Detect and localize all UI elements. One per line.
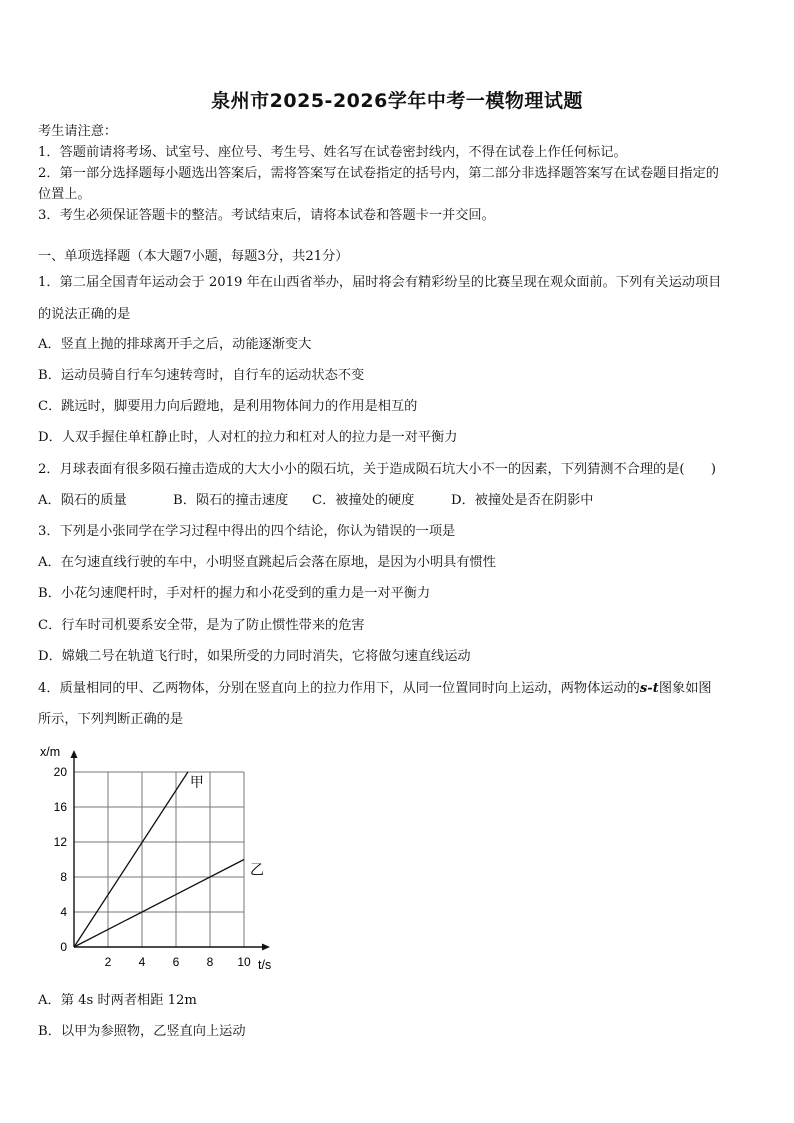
y-axis-label: x/m <box>40 745 61 759</box>
x-tick-label: 10 <box>237 955 251 969</box>
q3-option-c: C．行车时司机要系安全带，是为了防止惯性带来的危害 <box>38 618 365 633</box>
y-tick-label: 0 <box>60 940 67 954</box>
q1-option-c: C．跳远时，脚要用力向后蹬地，是利用物体间力的作用是相互的 <box>38 399 418 414</box>
q4-stem <box>38 677 712 696</box>
q2-option-a: A．陨石的质量 <box>38 493 127 508</box>
x-tick-label: 6 <box>172 955 180 969</box>
series-line <box>74 860 244 948</box>
x-tick-label: 2 <box>104 955 112 969</box>
q4-stem-cont: 所示，下列判断正确的是 <box>38 712 184 727</box>
x-axis-label: t/s <box>258 958 272 972</box>
notice-heading: 考生请注意： <box>38 124 118 139</box>
x-tick-label: 8 <box>206 955 214 969</box>
st-graph <box>34 738 284 973</box>
q2-option-c: C．被撞处的硬度 <box>312 493 415 508</box>
q2-option-d: D．被撞处是否在阴影中 <box>451 493 594 508</box>
q2-option-b: B．陨石的撞击速度 <box>173 493 289 508</box>
q3-option-b: B．小花匀速爬杆时，手对杆的握力和小花受到的重力是一对平衡力 <box>38 586 431 601</box>
q4-stem-pre: 4．质量相同的甲、乙两物体，分别在竖直向上的拉力作用下，从同一位置同时向上运动，两物体运动的 <box>38 681 640 696</box>
q1-option-a: A．竖直上抛的排球离开手之后，动能逐渐变大 <box>38 337 312 352</box>
y-tick-label: 4 <box>60 905 67 919</box>
y-tick-label: 16 <box>53 800 67 814</box>
q3-option-d: D．嫦娥二号在轨道飞行时，如果所受的力同时消失，它将做匀速直线运动 <box>38 649 471 664</box>
series-name-label: 甲 <box>189 774 204 790</box>
page-title: 泉州市2025-2026学年中考一模物理试题 <box>211 90 583 112</box>
q1-option-b: B．运动员骑自行车匀速转弯时，自行车的运动状态不变 <box>38 368 365 383</box>
y-tick-label: 12 <box>53 835 67 849</box>
q4-stem-post: 图象如图 <box>658 681 712 696</box>
q2-stem: 2．月球表面有很多陨石撞击造成的大大小小的陨石坑，关于造成陨石坑大小不一的因素，下列猜测不合理的是( ) <box>38 462 717 477</box>
q4-option-b: B．以甲为参照物，乙竖直向上运动 <box>38 1024 246 1039</box>
q1-option-d: D．人双手握住单杠静止时，人对杠的拉力和杠对人的拉力是一对平衡力 <box>38 430 458 445</box>
q1-stem: 1．第二届全国青年运动会于 2019 年在山西省举办，届时将会有精彩纷呈的比赛呈现在观众面前。下列有关运动项目 <box>38 275 722 290</box>
y-axis-arrow <box>71 750 78 758</box>
notice-item: 1．答题前请将考场、试室号、座位号、考生号、姓名写在试卷密封线内，不得在试卷上作任何标记。 <box>38 145 627 160</box>
q4-stem-var: s-t <box>639 681 659 696</box>
q4-option-a: A．第 4s 时两者相距 12m <box>38 993 197 1008</box>
section-heading: 一、单项选择题（本大题7小题，每题3分，共21分） <box>38 249 349 264</box>
x-axis-arrow <box>262 944 270 951</box>
notice-item: 2．第一部分选择题每小题选出答案后，需将答案写在试卷指定的括号内，第二部分非选择题答案写在试卷题目指定的 <box>38 166 719 181</box>
notice-item: 3．考生必须保证答题卡的整洁。考试结束后，请将本试卷和答题卡一并交回。 <box>38 208 495 223</box>
y-tick-label: 8 <box>60 870 67 884</box>
x-tick-label: 4 <box>138 955 146 969</box>
q3-stem: 3．下列是小张同学在学习过程中得出的四个结论，你认为错误的一项是 <box>38 524 456 539</box>
y-tick-label: 20 <box>53 765 67 779</box>
notice-item: 位置上。 <box>38 187 91 202</box>
q1-stem-cont: 的说法正确的是 <box>38 307 131 322</box>
q3-option-a: A．在匀速直线行驶的车中，小明竖直跳起后会落在原地，是因为小明具有惯性 <box>38 555 496 570</box>
series-line <box>74 772 188 947</box>
series-name-label: 乙 <box>250 861 264 878</box>
q2-options <box>38 489 593 508</box>
